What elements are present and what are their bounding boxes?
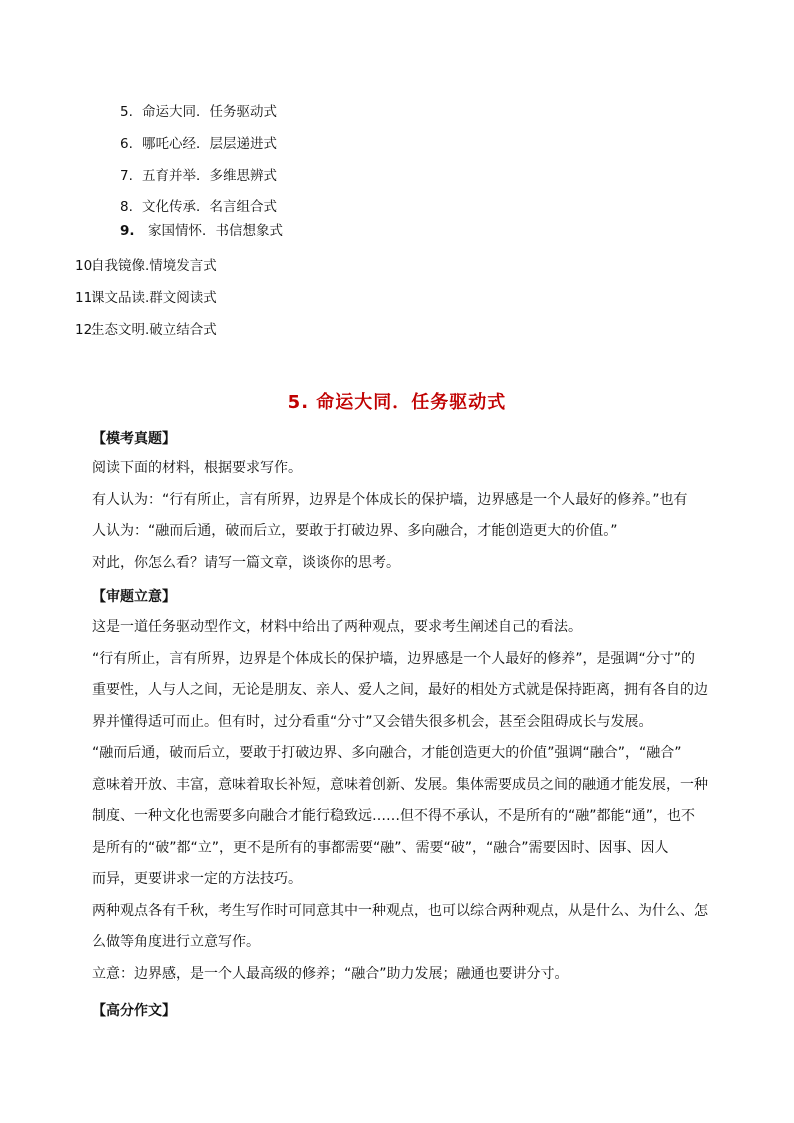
section-title: 5. 命运大同．任务驱动式 <box>287 392 507 413</box>
toc-number: 5. <box>120 104 133 120</box>
mock-exam-label: 【模考真题】 <box>92 431 176 447</box>
toc-number: 7. <box>120 168 133 184</box>
exam-paragraph: 阅读下面的材料，根据要求写作。 <box>92 460 302 476</box>
toc-item-5 <box>120 103 277 121</box>
analysis-line: 是所有的“破”都“立”，更不是所有的事都需要“融”、需要“破”，“融合”需要因时、因事、因人 <box>92 839 669 856</box>
analysis-line: 制度、一种文化也需要多向融合才能行稳致远……但不得不承认，不是所有的“融”都能“通”，也不 <box>92 808 696 824</box>
analysis-line: 意味着开放、丰富，意味着取长补短，意味着创新、发展。集体需要成员之间的融通才能发展，一种 <box>92 776 708 793</box>
toc-item-11 <box>75 289 217 307</box>
toc-item-8 <box>120 198 277 216</box>
toc-text: 哪吒心经．层层递进式 <box>142 136 277 152</box>
toc-number: 8. <box>120 199 133 215</box>
toc-text: 生态文明.破立结合式 <box>91 322 217 338</box>
analysis-label: 【审题立意】 <box>92 589 176 605</box>
analysis-line: 两种观点各有千秋，考生写作时可同意其中一种观点，也可以综合两种观点，从是什么、为什么、怎 <box>92 902 708 919</box>
toc-item-9 <box>120 222 283 240</box>
toc-item-6 <box>120 135 277 153</box>
toc-item-7 <box>120 167 277 185</box>
toc-text: 家国情怀．书信想象式 <box>148 223 283 239</box>
toc-text: 五育并举．多维思辨式 <box>142 168 277 184</box>
exam-paragraph: 对此，你怎么看？请写一篇文章，谈谈你的思考。 <box>92 554 400 571</box>
toc-item-12 <box>75 321 217 339</box>
toc-text: 文化传承．名言组合式 <box>142 199 277 215</box>
toc-number: 11. <box>75 290 97 306</box>
analysis-line: 么做等角度进行立意写作。 <box>92 934 260 950</box>
analysis-line: 而异，更要讲求一定的方法技巧。 <box>92 871 302 887</box>
toc-item-10 <box>75 257 217 275</box>
analysis-line: “融而后通，破而后立，要敢于打破边界、多向融合，才能创造更大的价值”强调“融合”，“融合” <box>92 745 682 761</box>
analysis-line: “行有所止，言有所界，边界是个体成长的保护墙，边界感是一个人最好的修养”，是强调“分寸”的 <box>92 650 696 667</box>
analysis-line: 界并懂得适可而止。但有时，过分看重“分寸”又会错失很多机会，甚至会阻碍成长与发展。 <box>92 713 653 730</box>
toc-number: 9. <box>120 223 135 239</box>
toc-text: 命运大同．任务驱动式 <box>142 104 277 120</box>
analysis-line: 重要性，人与人之间，无论是朋友、亲人、爱人之间，最好的相处方式就是保持距离，拥有各自的边 <box>92 682 708 698</box>
toc-number: 12. <box>75 322 97 338</box>
toc-text: 自我镜像.情境发言式 <box>91 258 217 274</box>
analysis-line: 这是一道任务驱动型作文，材料中给出了两种观点，要求考生阐述自己的看法。 <box>92 619 582 635</box>
toc-number: 10. <box>75 258 97 274</box>
toc-text: 课文品读.群文阅读式 <box>91 290 217 306</box>
exam-prompt <box>92 453 722 579</box>
analysis-body <box>92 612 722 990</box>
essay-label: 【高分作文】 <box>92 1003 176 1019</box>
exam-paragraph: 人认为：“融而后通，破而后立，要敢于打破边界、多向融合，才能创造更大的价值。” <box>92 523 618 539</box>
analysis-line: 立意：边界感，是一个人最高级的修养；“融合”助力发展；融通也要讲分寸。 <box>92 965 569 982</box>
exam-paragraph: 有人认为：“行有所止，言有所界，边界是个体成长的保护墙，边界感是一个人最好的修养。”也有 <box>92 491 688 508</box>
toc-number: 6. <box>120 136 133 152</box>
